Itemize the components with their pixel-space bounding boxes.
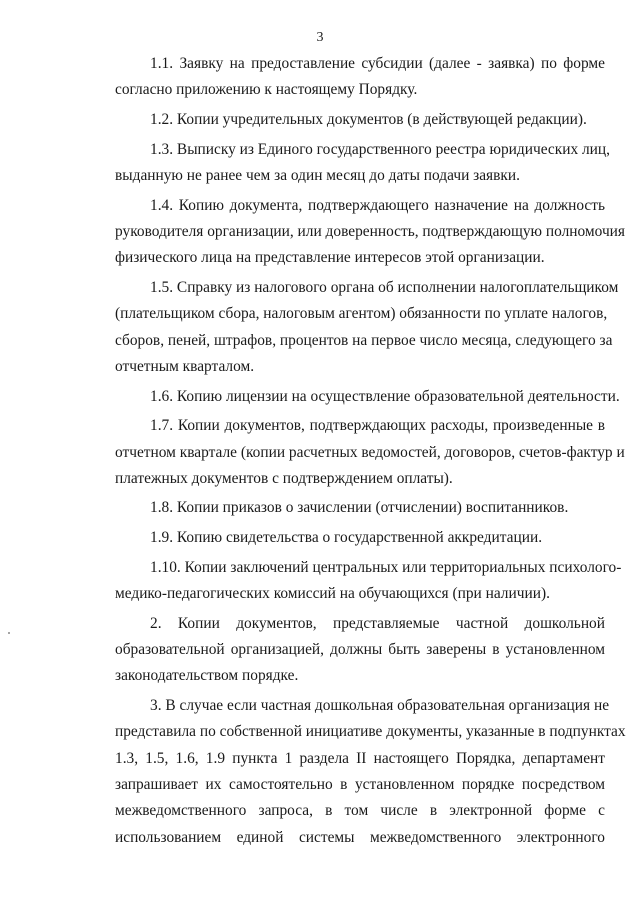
text-line: 1.3. Выписку из Единого государственного реестра юридических лиц, <box>150 140 611 158</box>
text-line: 1.3, 1.5, 1.6, 1.9 пункта 1 раздела II настоящего Порядка, департамент <box>115 749 605 767</box>
paragraph-1-9 <box>115 525 605 551</box>
text-line: 1.5. Справку из налогового органа об исполнении налогоплательщиком <box>150 278 619 296</box>
text-line: межведомственного запроса, в том числе в электронной форме с <box>115 802 605 820</box>
text-line: согласно приложению к настоящему Порядку. <box>115 81 418 99</box>
text-line: платежных документов с подтверждением оплаты). <box>115 469 453 487</box>
text-line: выданную не ранее чем за один месяц до даты подачи заявки. <box>115 166 520 184</box>
paragraph-1-2 <box>115 107 605 133</box>
paragraph-1-10 <box>115 555 622 608</box>
paragraph-1-5 <box>115 275 619 380</box>
paragraph-1-1 <box>115 51 605 104</box>
paragraph-1-6 <box>115 384 620 410</box>
text-line: 1.6. Копию лицензии на осуществление образовательной деятельности. <box>150 387 620 405</box>
paragraph-1-7 <box>115 413 625 492</box>
text-line: образовательной организацией, должны быть заверены в установленном <box>115 641 605 659</box>
paragraph-3 <box>115 693 626 851</box>
text-line: использованием единой системы межведомственного электронного <box>115 828 605 846</box>
scan-speck <box>8 632 10 634</box>
document-body <box>115 51 626 854</box>
paragraph-1-4 <box>115 193 626 272</box>
text-line: 1.9. Копию свидетельства о государственной аккредитации. <box>150 529 543 547</box>
text-line: законодательством порядке. <box>115 667 299 685</box>
text-line: руководителя организации, или доверенность, подтверждающую полномочия <box>115 222 626 240</box>
text-line: сборов, пеней, штрафов, процентов на первое число месяца, следующего за <box>115 331 613 349</box>
text-line: 1.10. Копии заключений центральных или территориальных психолого- <box>150 558 622 576</box>
page-number: 3 <box>316 30 324 45</box>
text-line: 1.7. Копии документов, подтверждающих расходы, произведенные в <box>150 417 605 435</box>
text-line: 1.2. Копии учредительных документов (в действующей редакции). <box>150 110 587 128</box>
text-line: 1.4. Копию документа, подтверждающего назначение на должность <box>150 196 605 214</box>
text-line: отчетном квартале (копии расчетных ведомостей, договоров, счетов-фактур и <box>115 443 625 461</box>
text-line: физического лица на представление интересов этой организации. <box>115 249 545 267</box>
paragraph-1-3 <box>115 137 611 190</box>
text-line: (плательщиком сбора, налоговым агентом) обязанности по уплате налогов, <box>115 305 608 323</box>
text-line: представила по собственной инициативе документы, указанные в подпунктах <box>115 723 626 741</box>
text-line: 1.8. Копии приказов о зачислении (отчислении) воспитанников. <box>150 499 569 517</box>
text-line: медико-педагогических комиссий на обучающихся (при наличии). <box>115 585 550 603</box>
text-line: отчетным кварталом. <box>115 357 255 375</box>
paragraph-1-8 <box>115 495 605 521</box>
text-line: 2. Копии документов, представляемые частной дошкольной <box>150 614 605 632</box>
text-line: запрашивает их самостоятельно в установленном порядке посредством <box>115 776 605 794</box>
text-line: 3. В случае если частная дошкольная образовательная организация не <box>150 697 610 715</box>
text-line: 1.1. Заявку на предоставление субсидии (далее - заявка) по форме <box>150 55 605 72</box>
paragraph-2 <box>115 611 605 690</box>
